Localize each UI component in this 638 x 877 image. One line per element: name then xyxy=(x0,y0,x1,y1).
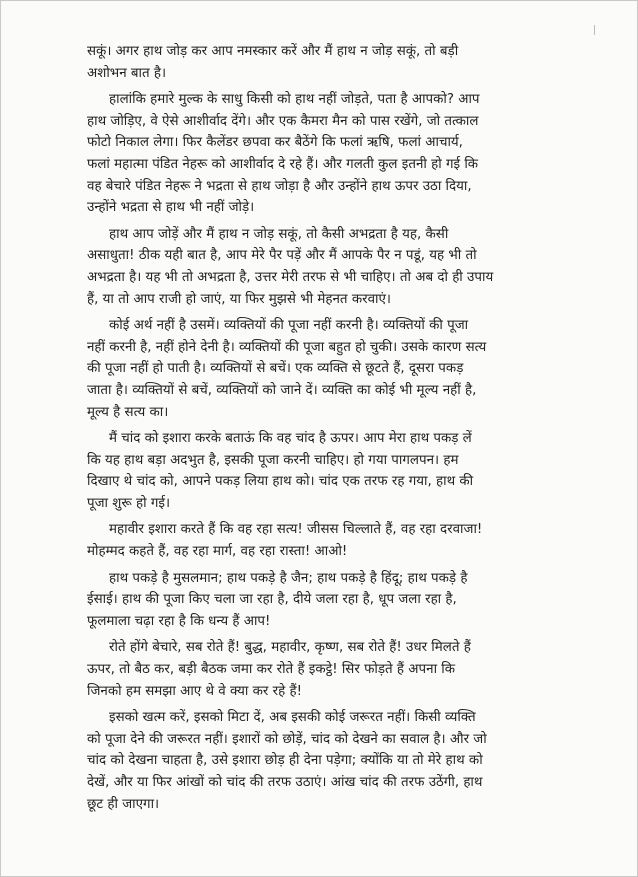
text-line: फलां महात्मा पंडित नेहरू को आशीर्वाद दे रहे हैं। और गलती कुल इतनी हो गई कि xyxy=(87,156,479,172)
text-line: ऊपर, तो बैठ कर, बड़ी बैठक जमा कर रोते हैं इकट्ठे! सिर फोड़ते हैं अपना कि xyxy=(87,662,456,678)
paragraph xyxy=(87,224,593,310)
paragraph xyxy=(87,568,593,633)
text-line: नहीं करनी है, नहीं होने देनी है। व्यक्तियों की पूजा बहुत हो चुकी। उसके कारण सत्य xyxy=(87,339,487,355)
text-line: की पूजा नहीं हो पाती है। व्यक्तियों से बचें। एक व्यक्ति से छूटते हैं, दूसरा पकड़ xyxy=(87,361,464,377)
text-line: सकूं। अगर हाथ जोड़ कर आप नमस्कार करें और मैं हाथ न जोड़ सकूं, तो बड़ी xyxy=(87,44,459,59)
text-line: देखें, और या फिर आंखों को चांद की तरफ उठाएं। आंख चांद की तरफ उठेंगी, हाथ xyxy=(87,775,483,790)
page-body-text xyxy=(87,41,593,820)
text-line: वह बेचारे पंडित नेहरू ने भद्रता से हाथ जोड़ा है और उन्होंने हाथ ऊपर उठा दिया, xyxy=(87,178,472,194)
text-line: मोहम्मद कहते हैं, वह रहा मार्ग, वह रहा रास्ता! आओ! xyxy=(87,544,348,560)
text-line: अभद्रता है। यह भी तो अभद्रता है, उत्तर मेरी तरफ से भी चाहिए। तो अब दो ही उपाय xyxy=(87,269,494,285)
text-line: जाता है। व्यक्तियों से बचें, व्यक्तियों को जाने दें। व्यक्ति का कोई भी मूल्य नहीं है, xyxy=(87,382,477,398)
text-line: रोते होंगे बेचारे, सब रोते हैं! बुद्ध, महावीर, कृष्ण, सब रोते हैं! उधर मिलते हैं xyxy=(109,640,471,656)
text-line: अशोभन बात है। xyxy=(87,65,167,81)
text-line: पूजा शुरू हो गई। xyxy=(87,495,171,511)
text-line: को पूजा देने की जरूरत नहीं। इशारों को छोड़ें, चांद को देखने का सवाल है। और जो xyxy=(87,731,487,747)
text-line: जिनको हम समझा आए थे वे क्या कर रहे हैं! xyxy=(87,683,302,699)
text-line: मूल्य है सत्य का। xyxy=(87,404,169,420)
text-line: फोटो निकाल लेगा। फिर कैलेंडर छपवा कर बैठेंगे कि फलां ऋषि, फलां आचार्य, xyxy=(87,135,463,151)
paragraph xyxy=(87,428,593,514)
paragraph xyxy=(87,315,593,423)
paragraph xyxy=(87,41,593,84)
text-line: मैं चांद को इशारा करके बताऊं कि वह चांद है ऊपर। आप मेरा हाथ पकड़ लें xyxy=(109,431,472,447)
text-line: महावीर इशारा करते हैं कि वह रहा सत्य! जीसस चिल्लाते हैं, वह रहा दरवाजा! xyxy=(109,522,483,538)
paragraph xyxy=(87,89,593,219)
paragraph xyxy=(87,707,593,815)
text-line: फूलमाला चढ़ा रहा है कि धन्य हैं आप! xyxy=(87,613,271,629)
text-line: चांद को देखना चाहता है, उसे इशारा छोड़ ही देना पड़ेगा; क्योंकि या तो मेरे हाथ को xyxy=(87,753,483,769)
text-line: कि यह हाथ बड़ा अदभुत है, इसकी पूजा करनी चाहिए। हो गया पागलपन। हम xyxy=(87,452,459,468)
text-line: दिखाए थे चांद को, आपने पकड़ लिया हाथ को। चांद एक तरफ रह गया, हाथ की xyxy=(87,474,474,490)
text-line: ईसाई। हाथ की पूजा किए चला जा रहा है, दीये जला रहा है, धूप जला रहा है, xyxy=(87,592,457,608)
text-line: हाथ जोड़िए, वे ऐसे आशीर्वाद देंगे। और एक कैमरा मैन को पास रखेंगे, जो तत्काल xyxy=(87,113,479,129)
paragraph xyxy=(87,637,593,702)
paragraph xyxy=(87,519,593,562)
text-line: हैं, या तो आप राजी हो जाएं, या फिर मुझसे भी मेहनत करवाएं। xyxy=(87,291,391,307)
text-line: कोई अर्थ नहीं है उसमें। व्यक्तियों की पूजा नहीं करनी है। व्यक्तियों की पूजा xyxy=(109,318,469,334)
text-line: छूट ही जाएगा। xyxy=(87,796,160,812)
text-line: हालांकि हमारे मुल्क के साधु किसी को हाथ नहीं जोड़ते, पता है आपको? आप xyxy=(109,92,480,108)
text-line: असाधुता! ठीक यही बात है, आप मेरे पैर पड़ें और मैं आपके पैर न पडूं, यह भी तो xyxy=(87,248,477,264)
text-line: हाथ आप जोड़ें और मैं हाथ न जोड़ सकूं, तो कैसी अभद्रता है यह, कैसी xyxy=(109,226,449,242)
text-line: इसको खत्म करें, इसको मिटा दें, अब इसकी कोई जरूरत नहीं। किसी व्यक्ति xyxy=(109,710,476,726)
text-line: हाथ पकड़े है मुसलमान; हाथ पकड़े है जैन; हाथ पकड़े है हिंदू; हाथ पकड़े है xyxy=(109,570,468,586)
text-line: उन्होंने भद्रता से हाथ भी नहीं जोड़े। xyxy=(87,200,255,216)
page-corner-mark xyxy=(594,25,599,35)
